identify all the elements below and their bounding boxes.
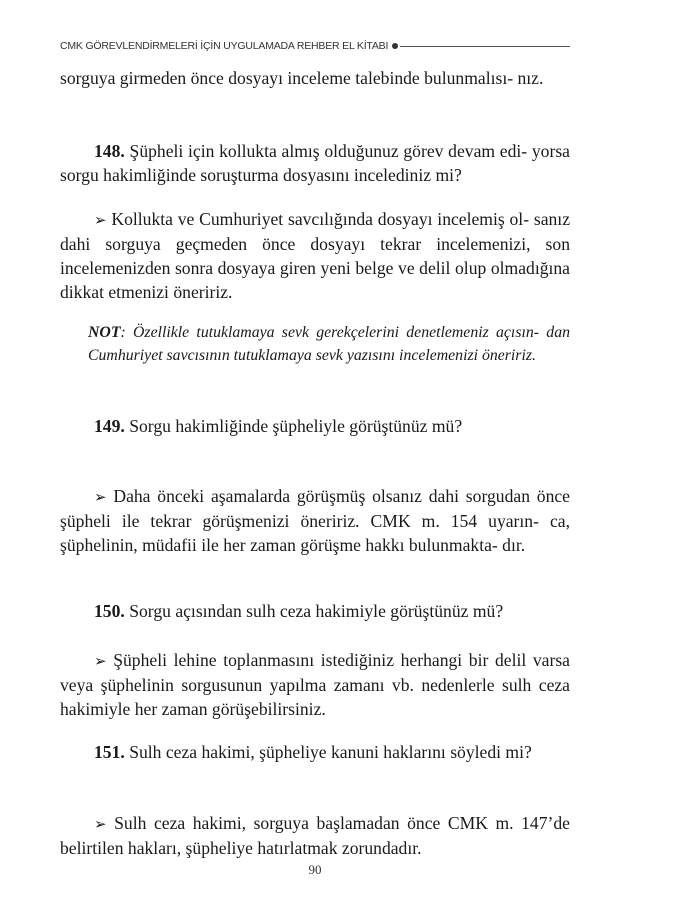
arrow-bullet-icon: ➢ [94,652,107,670]
continued-paragraph [60,66,570,90]
answer-151-body: Sulh ceza hakimi, sorguya başlamadan önce CMK m. 147’de belirtilen hakları, şüpheliye hatırlatmak zorundadır. [60,813,570,858]
question-149-text [60,414,570,438]
question-148-number: 148. [94,141,125,161]
question-150-text [60,599,570,623]
arrow-bullet-icon: ➢ [94,815,107,833]
page-number: 90 [308,862,322,877]
question-149-body: Sorgu hakimliğinde şüpheliyle görüştünüz mü? [129,416,463,436]
question-150-number: 150. [94,601,125,621]
question-149-number: 149. [94,416,125,436]
answer-149-body: Daha önceki aşamalarda görüşmüş olsanız dahi sorgudan önce şüpheli ile tekrar görüşmenizi öneririz. CMK m. 154 uyarın- ca, şüphelinin, müdafii ile her zaman görüşme hakkı bulunmakta- dır. [60,486,570,555]
question-150 [60,599,570,623]
question-148-body: Şüpheli için kollukta almış olduğunuz görev devam edi- yorsa sorgu hakimliğinde soruşturma dosyasını incelediniz mi? [60,141,570,185]
answer-151-text [60,811,570,860]
answer-150-text [60,648,570,721]
book-page [60,0,570,917]
answer-150-body: Şüpheli lehine toplanmasını istediğiniz herhangi bir delil varsa veya şüphelinin sorgusunun yapılma zamanı vb. nedenlerle sulh ceza hakimiyle her zaman görüşebilirsiniz. [60,650,570,719]
answer-149 [60,484,570,557]
question-151-number: 151. [94,742,125,762]
question-150-body: Sorgu açısından sulh ceza hakimiyle görüştünüz mü? [129,601,504,621]
question-151-body: Sulh ceza hakimi, şüpheliye kanuni haklarını söyledi mi? [129,742,532,762]
answer-148-body: Kollukta ve Cumhuriyet savcılığında dosyayı incelemiş ol- sanız dahi sorguya geçmeden önce dosyayı tekrar incelemenizi, son incelemenizden sonra dosyaya giren yeni belge ve delil olup olmadığına dikkat etmenizi öneririz. [60,209,570,302]
answer-151 [60,811,570,860]
header-rule [400,46,570,47]
question-149 [60,414,570,438]
continuation-text: sorguya girmeden önce dosyayı inceleme talebinde bulunmalısı- nız. [60,68,544,88]
answer-148-text [60,207,570,304]
running-title: CMK GÖREVLENDİRMELERİ İÇİN UYGULAMADA REHBER EL KİTABI [60,40,389,52]
arrow-bullet-icon: ➢ [94,211,107,229]
answer-149-text [60,484,570,557]
note-body: : Özellikle tutuklamaya sevk gerekçelerini denetlemeniz açısın- dan Cumhuriyet savcısının tutuklamaya sevk yazısını incelemenizi öneririz. [88,324,570,364]
note-text [60,322,570,367]
question-151-text [60,740,570,764]
header-dot-ornament [392,43,398,49]
question-151 [60,740,570,764]
arrow-bullet-icon: ➢ [94,488,107,506]
answer-150 [60,648,570,721]
question-148 [60,139,570,187]
answer-148 [60,207,570,304]
question-148-text [60,139,570,187]
note-label: NOT [88,324,121,341]
note-block [60,322,570,367]
running-header [60,38,570,54]
